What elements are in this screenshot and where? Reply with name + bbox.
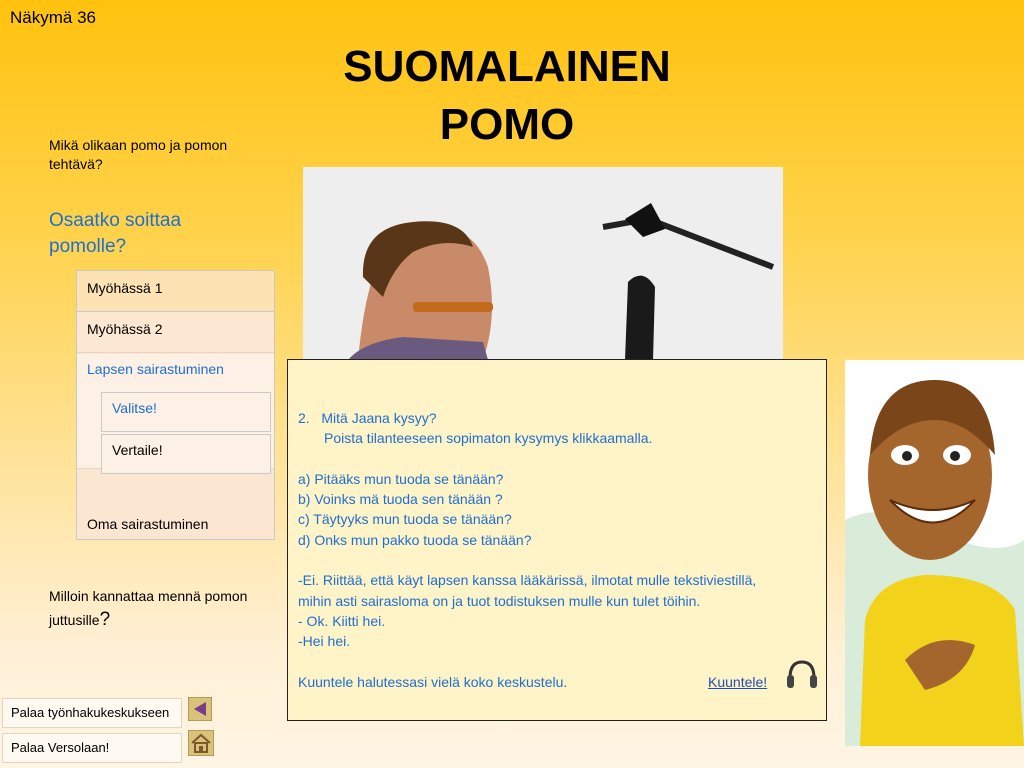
home-icon[interactable] bbox=[188, 730, 212, 754]
question-number: 2. bbox=[298, 410, 310, 426]
dialog-line2: mihin asti sairasloma on ja tuot todistuksen mulle kun tulet töihin. bbox=[298, 592, 701, 609]
menu-item-own-sickness[interactable]: Oma sairastuminen bbox=[87, 516, 209, 532]
title-line2: POMO bbox=[439, 100, 575, 149]
page-title bbox=[290, 38, 724, 154]
listen-text: Kuuntele halutessasi vielä koko keskustelu. bbox=[298, 674, 568, 690]
back-versola-button[interactable]: Palaa Versolaan! bbox=[2, 733, 182, 763]
menu-item-child-sick-label: Lapsen sairastuminen bbox=[87, 361, 224, 377]
question-line2: Poista tilanteeseen sopimaton kysymys klikkaamalla. bbox=[324, 430, 653, 447]
q3-text: Milloin kannattaa mennä pomon juttusille bbox=[49, 588, 248, 628]
slide-label: Näkymä 36 bbox=[10, 8, 96, 27]
question-row bbox=[298, 408, 818, 428]
question-line1: Mitä Jaana kysyy? bbox=[321, 410, 437, 426]
panel-text bbox=[298, 408, 818, 652]
link-what-is-boss[interactable]: Mikä olikaan pomo ja pomon tehtävä? bbox=[49, 137, 228, 172]
option-c[interactable]: c) Täytyyks mun tuoda se tänään? bbox=[298, 511, 512, 528]
option-a[interactable]: a) Pitääks mun tuoda se tänään? bbox=[298, 470, 504, 487]
option-d[interactable]: d) Onks mun pakko tuoda se tänään? bbox=[298, 531, 532, 548]
link-when-visit-boss[interactable] bbox=[49, 584, 259, 632]
title-line1: SUOMALAINEN bbox=[343, 42, 671, 91]
back-arrow-icon[interactable] bbox=[188, 697, 212, 721]
cartoon-man-image bbox=[845, 360, 1024, 746]
back-job-center-button[interactable]: Palaa työnhakukeskukseen bbox=[2, 698, 182, 728]
q3-mark: ? bbox=[99, 609, 111, 630]
listen-row bbox=[298, 674, 818, 690]
dialog-line1: -Ei. Riittää, että käyt lapsen kanssa lääkärissä, ilmotat mulle tekstiviestillä, bbox=[298, 572, 757, 589]
dialog-line3: - Ok. Kiitti hei. bbox=[298, 612, 386, 629]
headphones-icon[interactable] bbox=[784, 656, 820, 692]
link-call-boss[interactable]: Osaatko soittaa pomolle? bbox=[49, 210, 182, 257]
question-panel bbox=[287, 359, 827, 721]
boss-photo bbox=[303, 167, 783, 360]
menu-item-late-1[interactable]: Myöhässä 1 bbox=[77, 271, 274, 312]
dialog-line4: -Hei hei. bbox=[298, 633, 351, 650]
option-b[interactable]: b) Voinks mä tuoda sen tänään ? bbox=[298, 491, 503, 508]
menu-item-late-2[interactable]: Myöhässä 2 bbox=[77, 313, 274, 353]
submenu-compare[interactable]: Vertaile! bbox=[101, 434, 271, 474]
submenu-choose[interactable]: Valitse! bbox=[101, 392, 271, 432]
menu-item-child-sick[interactable] bbox=[77, 354, 274, 469]
listen-link[interactable]: Kuuntele! bbox=[708, 674, 768, 690]
scenario-menu bbox=[76, 270, 275, 540]
